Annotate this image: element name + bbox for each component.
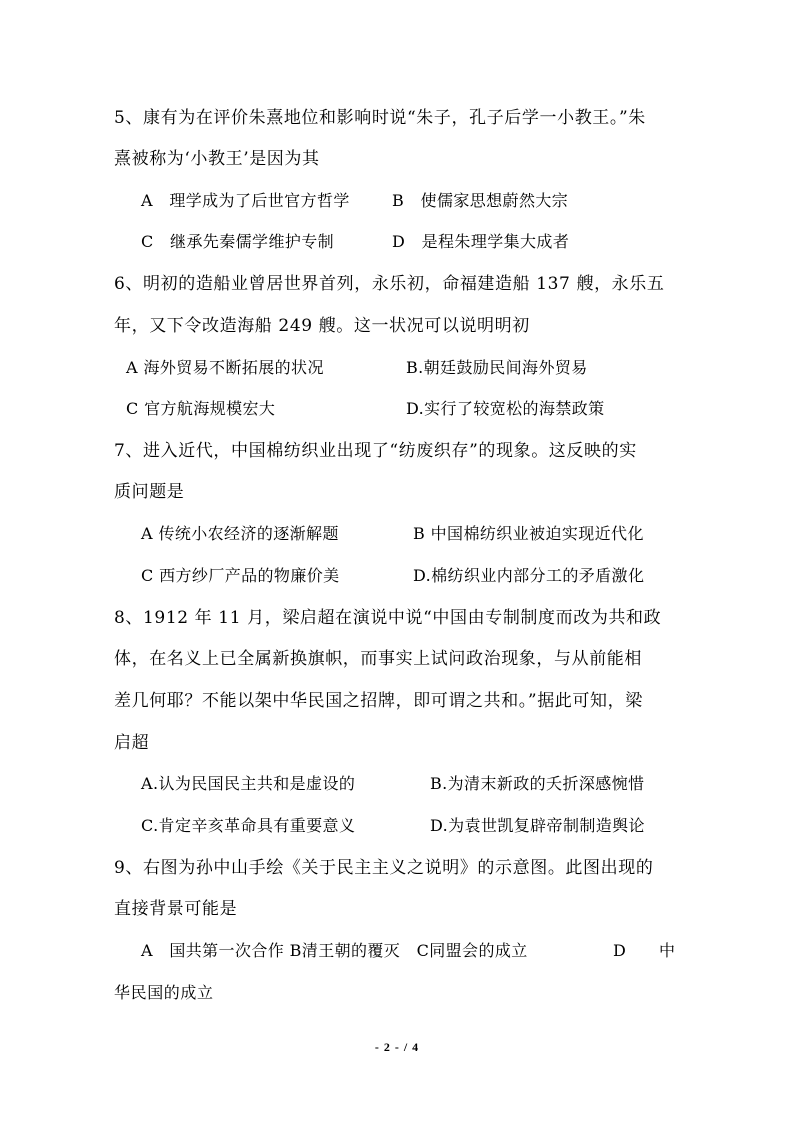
q8-option-c: C.肯定辛亥革命具有重要意义 <box>141 816 356 835</box>
q8-stem-line-2: 体，在名义上已全属新换旗帜，而事实上试问政治现象，与从前能相 <box>114 649 642 669</box>
q9-option-d: D 中 <box>613 941 676 960</box>
q5-stem-line-2: 熹被称为‘小教王’是因为其 <box>114 149 320 169</box>
q9-options-abc: A 国共第一次合作 B清王朝的覆灭 C同盟会的成立 <box>141 941 528 960</box>
q6-option-a: A 海外贸易不断拓展的状况 <box>126 358 324 377</box>
q9-stem-line-1: 9、右图为孙中山手绘《关于民主主义之说明》的示意图。此图出现的 <box>114 858 654 878</box>
q9-option-d-continued: 华民国的成立 <box>114 983 214 1002</box>
q6-option-d: D.实行了较宽松的海禁政策 <box>406 399 605 418</box>
q7-option-c: C 西方纱厂产品的物廉价美 <box>141 566 340 585</box>
q8-stem-line-1: 8、1912 年 11 月，梁启超在演说中说“中国由专制制度而改为共和政 <box>114 608 662 628</box>
q7-option-a: A 传统小农经济的逐渐解题 <box>141 524 339 543</box>
q8-option-b: B.为清末新政的夭折深感惋惜 <box>430 774 645 793</box>
q9-stem-line-2: 直接背景可能是 <box>114 899 238 919</box>
q5-option-b: B 使儒家思想蔚然大宗 <box>392 191 569 210</box>
q5-stem-line-1: 5、康有为在评价朱熹地位和影响时说“朱子，孔子后学一小教王。”朱 <box>114 108 646 128</box>
q7-option-d: D.棉纺织业内部分工的矛盾激化 <box>413 566 645 585</box>
q5-option-d: D 是程朱理学集大成者 <box>392 232 570 251</box>
q6-stem-line-1: 6、明初的造船业曾居世界首列，永乐初，命福建造船 137 艘，永乐五 <box>114 274 665 294</box>
q5-option-a: A 理学成为了后世官方哲学 <box>141 191 350 210</box>
q7-stem-line-2: 质问题是 <box>114 482 185 502</box>
q6-option-c: C 官方航海规模宏大 <box>126 399 276 418</box>
q7-option-b: B 中国棉纺织业被迫实现近代化 <box>413 524 644 543</box>
q6-stem-line-2: 年，又下令改造海船 249 艘。这一状况可以说明明初 <box>114 316 530 336</box>
q7-stem-line-1: 7、进入近代，中国棉纺织业出现了“纺废织存”的现象。这反映的实 <box>114 441 637 461</box>
q6-option-b: B.朝廷鼓励民间海外贸易 <box>406 358 588 377</box>
q8-option-d: D.为袁世凯复辟帝制制造舆论 <box>430 816 645 835</box>
q5-option-c: C 继承先秦儒学维护专制 <box>141 232 335 251</box>
q8-stem-line-4: 启超 <box>114 733 150 753</box>
q8-stem-line-3: 差几何耶？不能以架中华民国之招牌，即可谓之共和。”据此可知，梁 <box>114 691 643 711</box>
page-number: - 2 - / 4 <box>374 1040 420 1054</box>
q8-option-a: A.认为民国民主共和是虚设的 <box>141 774 356 793</box>
